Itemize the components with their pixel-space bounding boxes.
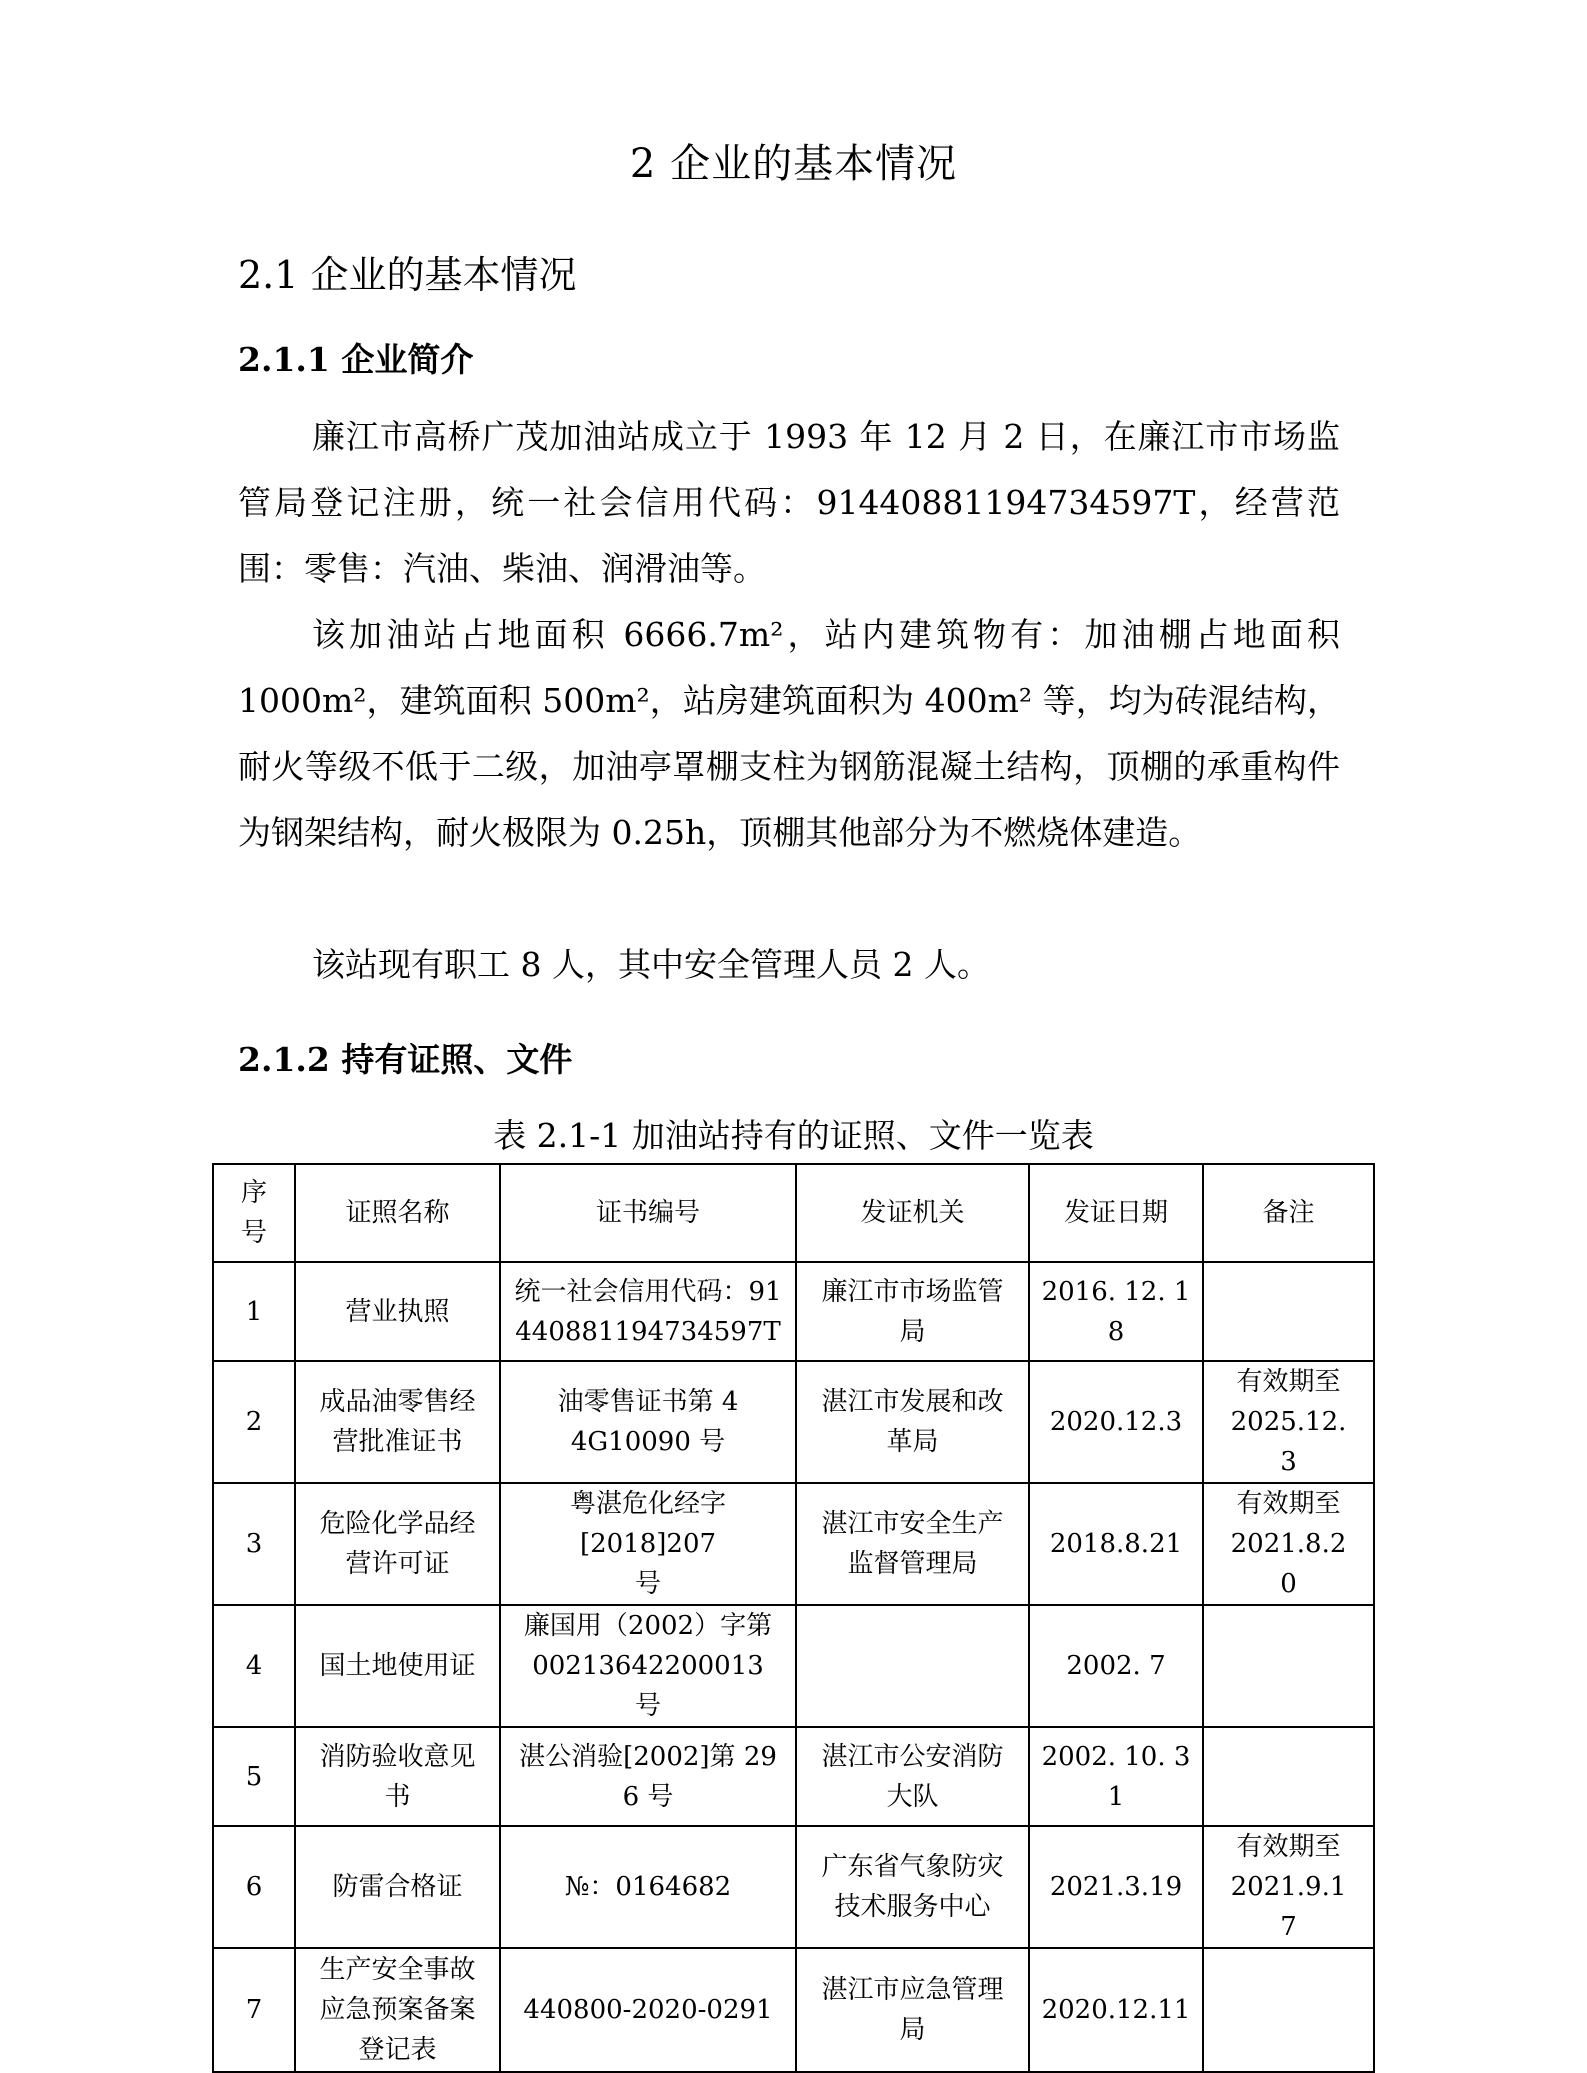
cell-serial-number: 4: [213, 1605, 295, 1727]
cell-serial-number: 3: [213, 1483, 295, 1605]
cell-issue-date: 2020.12.11: [1029, 1948, 1203, 2072]
cell-issue-date: 2020.12.3: [1029, 1361, 1203, 1483]
cell-certificate-number: 湛公消验[2002]第 296 号: [500, 1727, 796, 1826]
cell-serial-number: 5: [213, 1727, 295, 1826]
cell-issue-date: 2021.3.19: [1029, 1826, 1203, 1948]
cell-certificate-name: 生产安全事故应急预案备案登记表: [295, 1948, 500, 2072]
cell-serial-number: 1: [213, 1262, 295, 1361]
table-row: [213, 1605, 1374, 1727]
cell-issue-date: 2018.8.21: [1029, 1483, 1203, 1605]
cell-serial-number: 7: [213, 1948, 295, 2072]
cell-remark: 有效期至 2021.8.20: [1203, 1483, 1374, 1605]
table-row: [213, 1948, 1374, 2072]
cell-certificate-number: 廉国用（2002）字第 00213642200013 号: [500, 1605, 796, 1727]
cell-serial-number: 2: [213, 1361, 295, 1483]
chapter-title: 2 企业的基本情况: [629, 141, 958, 187]
cell-remark: [1203, 1605, 1374, 1727]
table-row: [213, 1483, 1374, 1605]
paragraph-company-profile: 廉江市高桥广茂加油站成立于 1993 年 12 月 2 日，在廉江市市场监管局登记注册，统一社会信用代码：91440881194734597T，经营范围：零售：汽油、柴油、润滑油等。: [238, 417, 1340, 588]
header-certificate-name: 证照名称: [295, 1164, 500, 1262]
cell-certificate-name: 营业执照: [295, 1262, 500, 1361]
cell-issue-date: 2016. 12. 18: [1029, 1262, 1203, 1361]
table-row: [213, 1727, 1374, 1826]
cell-issue-date: 2002. 7: [1029, 1605, 1203, 1727]
cell-certificate-number: 统一社会信用代码：91440881194734597T: [500, 1262, 796, 1361]
header-serial-number: 序号: [213, 1164, 295, 1262]
section-title: 2.1 企业的基本情况: [238, 253, 577, 297]
cell-remark: [1203, 1727, 1374, 1826]
table-header-row: [213, 1164, 1374, 1262]
cell-certificate-number: №：0164682: [500, 1826, 796, 1948]
cell-remark: 有效期至 2021.9.17: [1203, 1826, 1374, 1948]
subsection-title-certificates: 2.1.2 持有证照、文件: [238, 1040, 573, 1079]
table-caption: 表 2.1-1 加油站持有的证照、文件一览表: [493, 1116, 1094, 1155]
header-issue-date: 发证日期: [1029, 1164, 1203, 1262]
cell-issuing-authority: 湛江市发展和改革局: [796, 1361, 1029, 1483]
cell-issuing-authority: 湛江市应急管理局: [796, 1948, 1029, 2072]
table-row: [213, 1262, 1374, 1361]
cell-serial-number: 6: [213, 1826, 295, 1948]
cell-certificate-name: 防雷合格证: [295, 1826, 500, 1948]
cell-certificate-name: 国土地使用证: [295, 1605, 500, 1727]
cell-issuing-authority: [796, 1605, 1029, 1727]
cell-issuing-authority: 湛江市安全生产监督管理局: [796, 1483, 1029, 1605]
header-remark: 备注: [1203, 1164, 1374, 1262]
cell-certificate-number: 440800-2020-0291: [500, 1948, 796, 2072]
certificate-table: [212, 1163, 1375, 2073]
header-issuing-authority: 发证机关: [796, 1164, 1029, 1262]
paragraph-staff: 该站现有职工 8 人，其中安全管理人员 2 人。: [312, 945, 990, 984]
cell-certificate-number: 油零售证书第 44G10090 号: [500, 1361, 796, 1483]
cell-remark: 有效期至 2025.12.3: [1203, 1361, 1374, 1483]
cell-issuing-authority: 湛江市公安消防大队: [796, 1727, 1029, 1826]
cell-remark: [1203, 1948, 1374, 2072]
cell-certificate-name: 成品油零售经营批准证书: [295, 1361, 500, 1483]
cell-remark: [1203, 1262, 1374, 1361]
cell-issuing-authority: 广东省气象防灾技术服务中心: [796, 1826, 1029, 1948]
subsection-title-intro: 2.1.1 企业简介: [238, 340, 474, 379]
cell-certificate-number: 粤湛危化经字 [2018]207 号: [500, 1483, 796, 1605]
header-certificate-number: 证书编号: [500, 1164, 796, 1262]
cell-certificate-name: 危险化学品经营许可证: [295, 1483, 500, 1605]
cell-certificate-name: 消防验收意见书: [295, 1727, 500, 1826]
paragraph-site-buildings: 该加油站占地面积 6666.7m²，站内建筑物有：加油棚占地面积 1000m²，建筑面积 500m²，站房建筑面积为 400m² 等，均为砖混结构，耐火等级不低于二级，加油亭罩棚支柱为钢筋混凝土结构，顶棚的承重构件为钢架结构，耐火极限为 0.25h，顶棚其他部分为不燃烧体建造。: [238, 615, 1340, 852]
table-row: [213, 1826, 1374, 1948]
table-row: [213, 1361, 1374, 1483]
cell-issuing-authority: 廉江市市场监管局: [796, 1262, 1029, 1361]
cell-issue-date: 2002. 10. 31: [1029, 1727, 1203, 1826]
